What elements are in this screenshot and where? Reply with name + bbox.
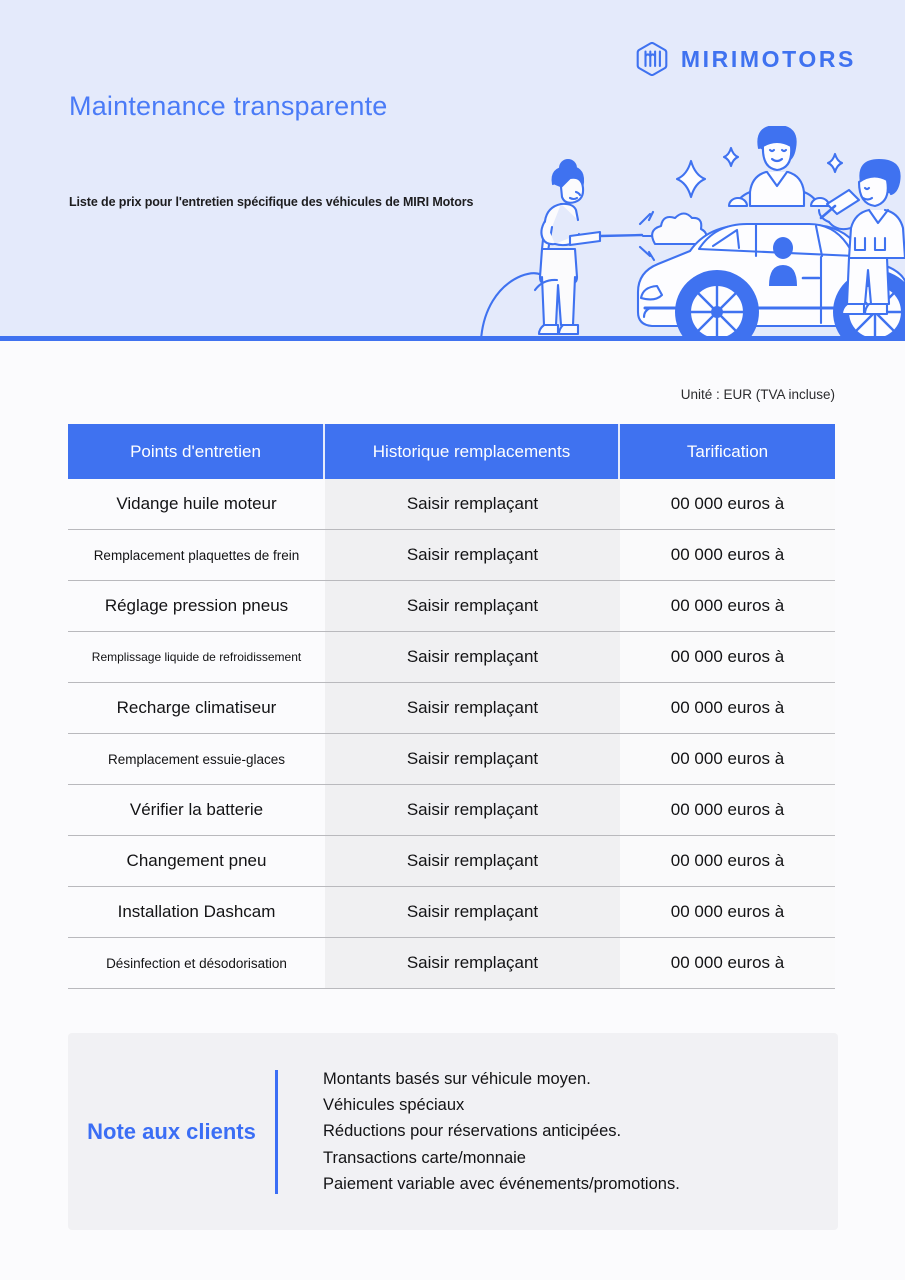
table-row (68, 785, 835, 836)
cell-history[interactable]: Saisir remplaçant (325, 734, 620, 785)
unit-note: Unité : EUR (TVA incluse) (680, 387, 835, 402)
cell-history[interactable]: Saisir remplaçant (325, 479, 620, 530)
cell-history[interactable]: Saisir remplaçant (325, 530, 620, 581)
table-row (68, 887, 835, 938)
cell-history[interactable]: Saisir remplaçant (325, 887, 620, 938)
cell-price[interactable]: 00 000 euros à (620, 530, 835, 581)
cell-history[interactable]: Saisir remplaçant (325, 683, 620, 734)
customer-note-box (68, 1033, 838, 1230)
cell-history[interactable]: Saisir remplaçant (325, 632, 620, 683)
table-row (68, 734, 835, 785)
cell-price[interactable]: 00 000 euros à (620, 836, 835, 887)
table-row (68, 836, 835, 887)
table-row (68, 683, 835, 734)
table-body (68, 479, 835, 989)
note-line: Montants basés sur véhicule moyen. (323, 1069, 591, 1088)
cell-service: Remplissage liquide de refroidissement (68, 632, 325, 683)
column-header-service: Points d'entretien (68, 424, 325, 479)
cell-price[interactable]: 00 000 euros à (620, 887, 835, 938)
cell-price[interactable]: 00 000 euros à (620, 683, 835, 734)
brand-logo (636, 42, 856, 76)
cell-price[interactable]: 00 000 euros à (620, 479, 835, 530)
cell-history[interactable]: Saisir remplaçant (325, 938, 620, 989)
cell-price[interactable]: 00 000 euros à (620, 734, 835, 785)
header-banner (0, 0, 905, 341)
customer-note-title: Note aux clients (87, 1118, 256, 1144)
cell-history[interactable]: Saisir remplaçant (325, 581, 620, 632)
mirimotors-cube-logo-icon (636, 42, 668, 76)
note-line: Véhicules spéciaux (323, 1095, 465, 1114)
cell-service: Réglage pression pneus (68, 581, 325, 632)
cell-service: Recharge climatiseur (68, 683, 325, 734)
cell-price[interactable]: 00 000 euros à (620, 785, 835, 836)
cell-price[interactable]: 00 000 euros à (620, 581, 835, 632)
table-row (68, 938, 835, 989)
note-line: Réductions pour réservations anticipées. (323, 1122, 622, 1141)
table-row (68, 581, 835, 632)
cell-price[interactable]: 00 000 euros à (620, 938, 835, 989)
cell-history[interactable]: Saisir remplaçant (325, 836, 620, 887)
table-row (68, 632, 835, 683)
cell-price[interactable]: 00 000 euros à (620, 632, 835, 683)
page-subtitle: Liste de prix pour l'entretien spécifique des véhicules de MIRI Motors (69, 195, 474, 209)
note-line: Transactions carte/monnaie (323, 1148, 526, 1167)
table-row (68, 530, 835, 581)
cell-service: Remplacement essuie-glaces (68, 734, 325, 785)
customer-note-lines (278, 1066, 680, 1198)
table-row (68, 479, 835, 530)
column-header-price: Tarification (620, 424, 835, 479)
cell-service: Changement pneu (68, 836, 325, 887)
cell-service: Vidange huile moteur (68, 479, 325, 530)
cell-service: Installation Dashcam (68, 887, 325, 938)
car-wash-illustration (477, 126, 905, 341)
price-table (68, 424, 835, 989)
table-header-row (68, 424, 835, 479)
brand-name: MIRIMOTORS (680, 45, 856, 72)
cell-service: Vérifier la batterie (68, 785, 325, 836)
page-title: Maintenance transparente (69, 91, 388, 121)
column-header-history: Historique remplacements (325, 424, 620, 479)
cell-history[interactable]: Saisir remplaçant (325, 785, 620, 836)
note-line: Paiement variable avec événements/promotions. (323, 1175, 680, 1194)
cell-service: Désinfection et désodorisation (68, 938, 325, 989)
cell-service: Remplacement plaquettes de frein (68, 530, 325, 581)
